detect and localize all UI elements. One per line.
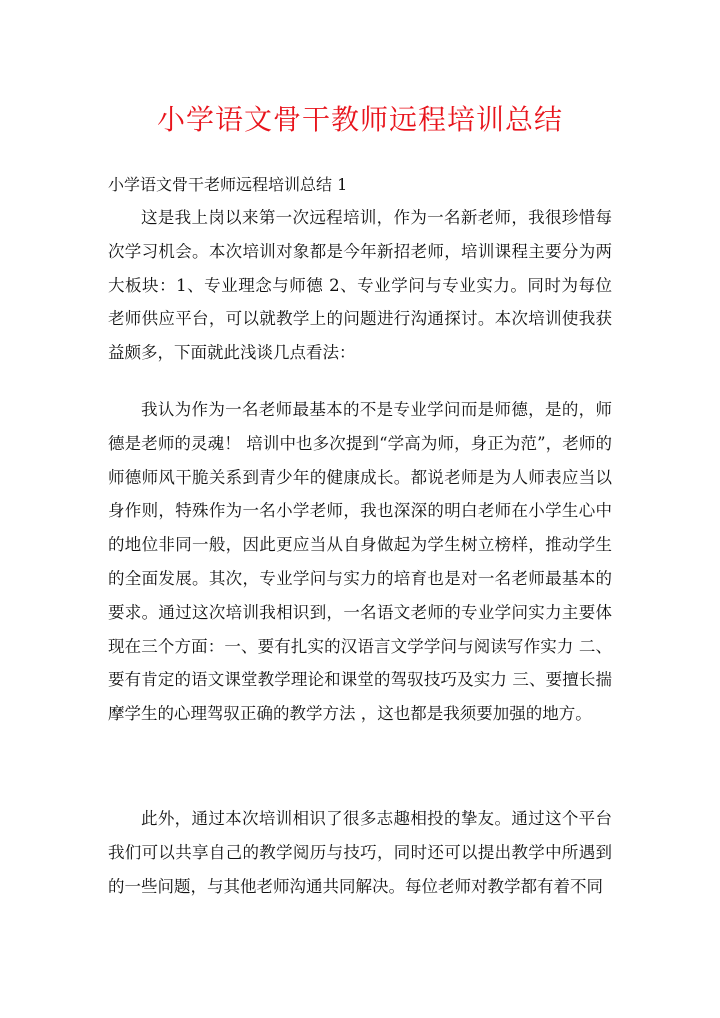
document-title: 小学语文骨干教师远程培训总结 [156,103,563,136]
paragraph-3: 此外，通过本次培训相识了很多志趣相投的挚友。通过这个平台我们可以共享自己的教学阅历与技巧，同时还可以提出教学中所遇到的一些问题，与其他老师沟通共同解决。每位老师对教学都有着不同 [108,809,612,896]
paragraph-2: 我认为作为一名老师最基本的不是专业学问而是师德，是的，师德是老师的灵魂！ 培训中也多次提到“学高为师，身正为范”，老师的师德师风干脆关系到青少年的健康成长。都说老师是为人师表应当以身作则，特殊作为一名小学老师，我也深深的明白老师在小学生心中的地位非同一般，因此更应当从自身做起为学生树立榜样，推动学生的全面发展。其次，专业学问与实力的培育也是对一名老师最基本的要求。通过这次培训我相识到，一名语文老师的专业学问实力主要体现在三个方面：一、要有扎实的汉语言文学学问与阅读写作实力 二、要有肯定的语文课堂教学理论和课堂的驾驭技巧及实力 三、要擅长揣摩学生的心理驾驭正确的教学方法 ，这也都是我须要加强的地方。 [108,400,612,724]
section-heading: 小学语文骨干老师远程培训总结 1 [108,175,348,194]
paragraph-1: 这是我上岗以来第一次远程培训，作为一名新老师，我很珍惜每次学习机会。本次培训对象都是今年新招老师，培训课程主要分为两大板块：1、专业理念与师德 2、专业学问与专业实力。同时为每位老师供应平台，可以就教学上的问题进行沟通探讨。本次培训使我获益颇多，下面就此浅谈几点看法： [108,208,612,363]
